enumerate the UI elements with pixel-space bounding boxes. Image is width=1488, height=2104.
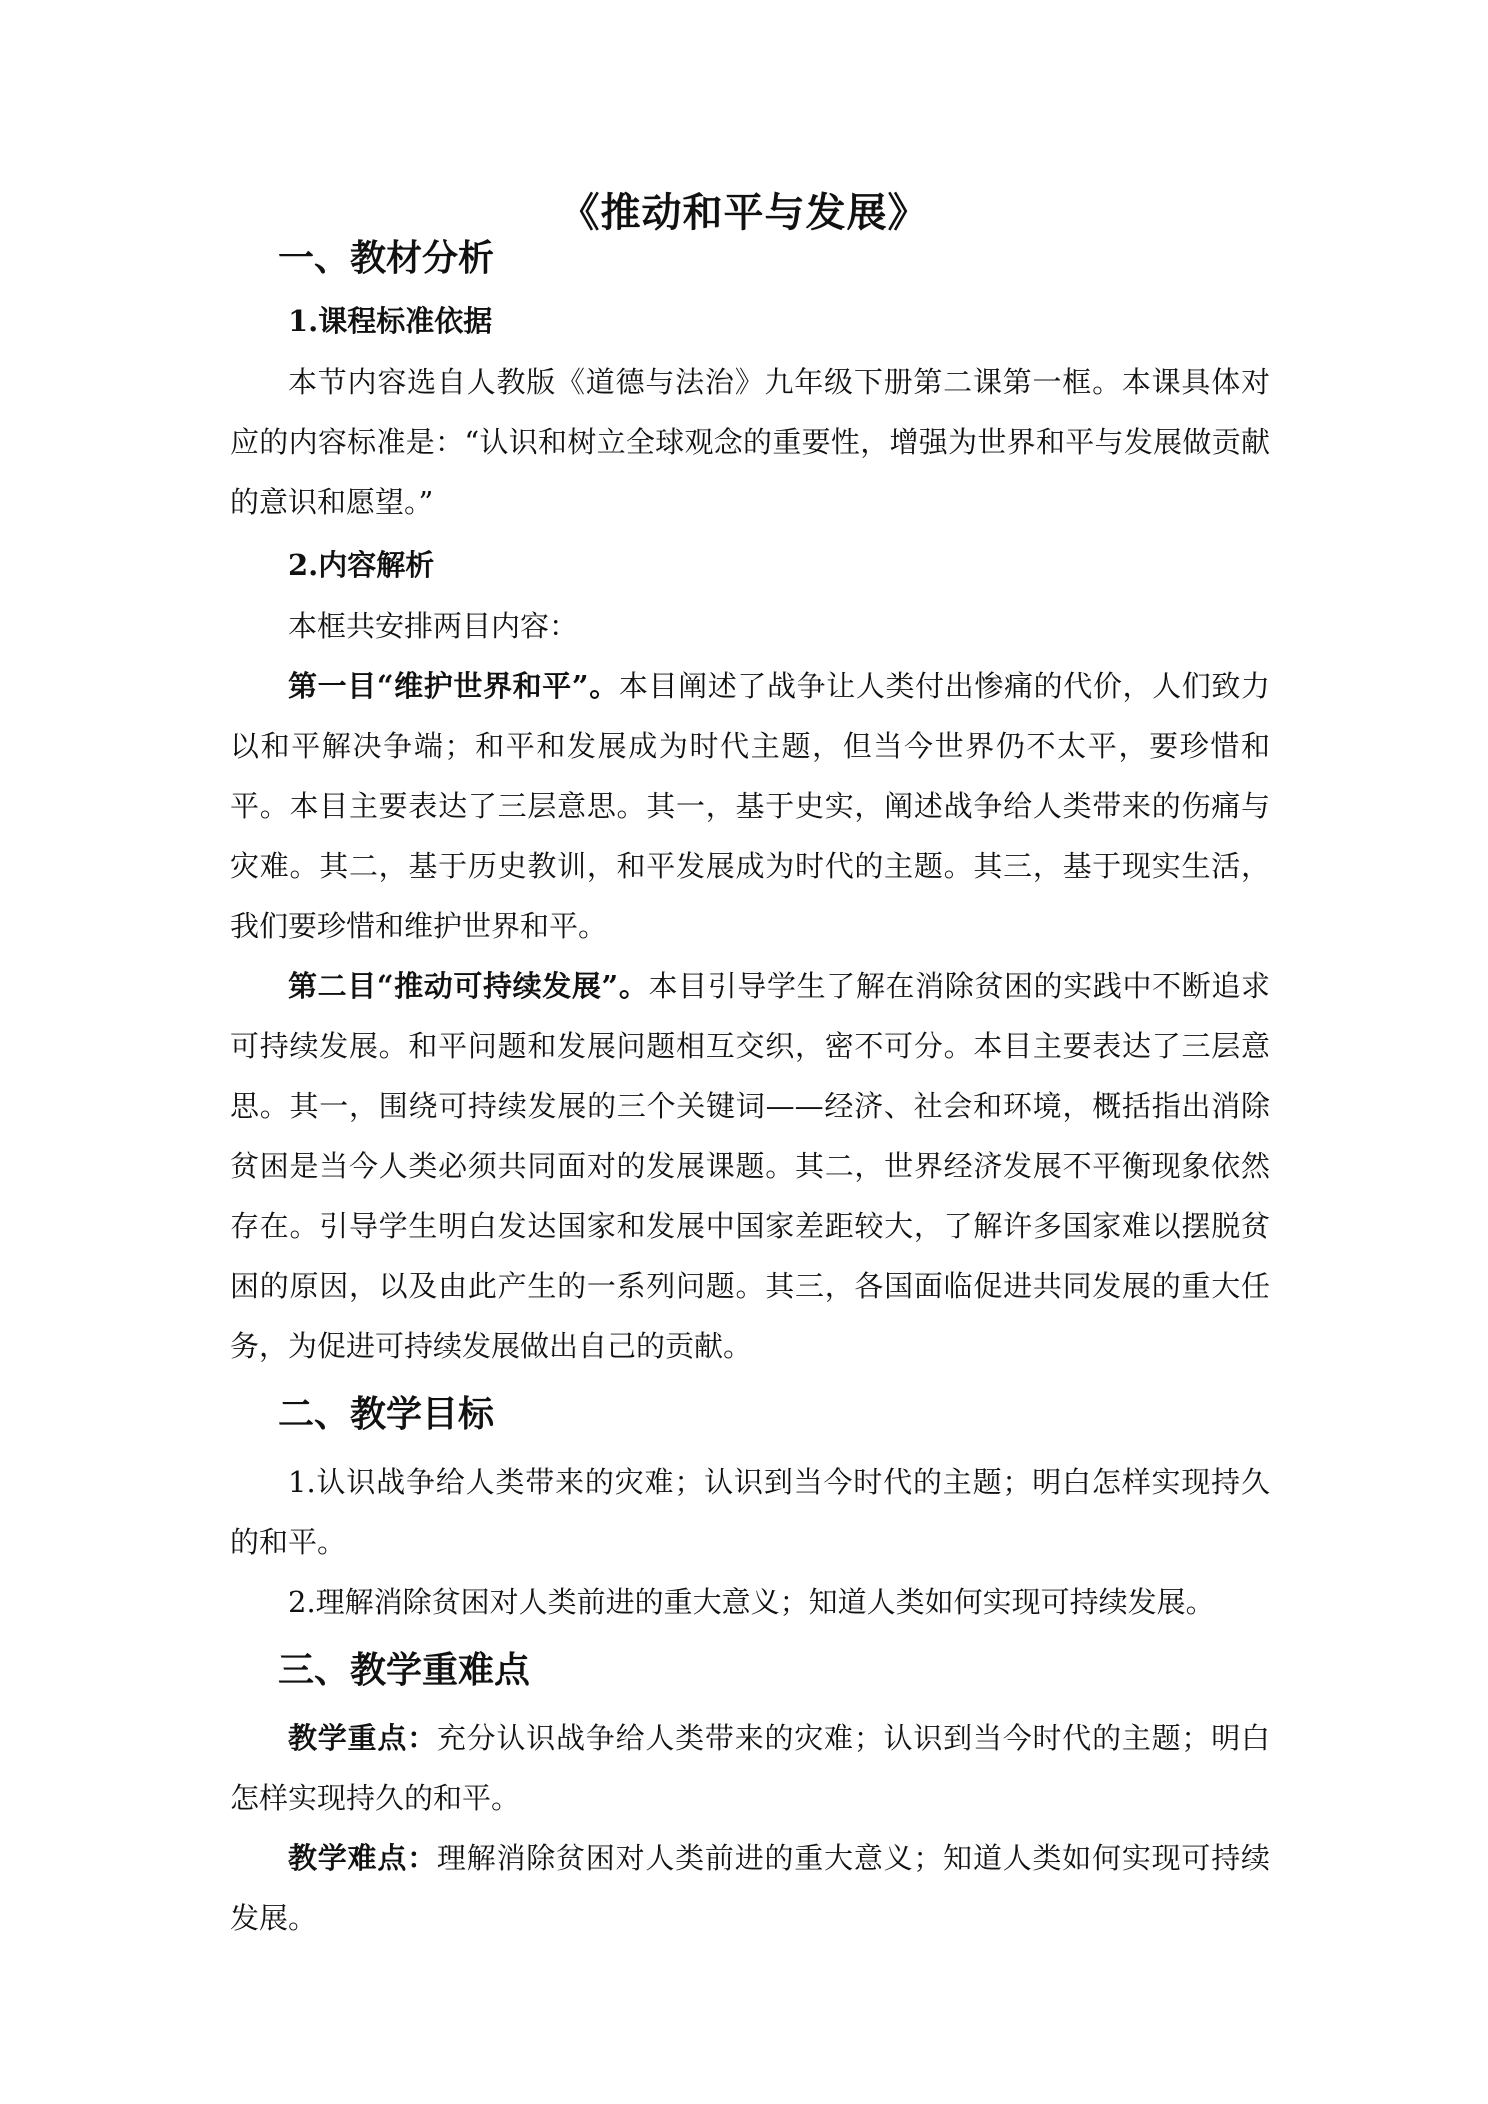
- paragraph-curriculum-standard: 本节内容选自人教版《道德与法治》九年级下册第二课第一框。本课具体对应的内容标准是：“认识和树立全球观念的重要性，增强为世界和平与发展做贡献的意识和愿望。”: [230, 365, 1270, 519]
- item-1-text: 本目阐述了战争让人类付出惨痛的代价，人们致力以和平解决争端；和平和发展成为时代主题，但当今世界仍不太平，要珍惜和平。本目主要表达了三层意思。其一，基于史实，阐述战争给人类带来的伤痛与灾难。其二，基于历史教训，和平发展成为时代的主题。其三，基于现实生活，我们要珍惜和维护世界和平。: [230, 669, 1270, 943]
- paragraph-difficult-point: [230, 1828, 1270, 1948]
- paragraph-goal-1: 1.认识战争给人类带来的灾难；认识到当今时代的主题；明白怎样实现持久的和平。: [230, 1465, 1270, 1559]
- subheading-content-analysis: 2.内容解析: [288, 548, 435, 582]
- section-heading-key-points: 三、教学重难点: [278, 1649, 531, 1691]
- item-2-lead: 第二目“推动可持续发展”。: [288, 969, 649, 1003]
- paragraph-goal-2: 2.理解消除贫困对人类前进的重大意义；知道人类如何实现可持续发展。: [288, 1585, 1215, 1619]
- key-point-text: 充分认识战争给人类带来的灾难；认识到当今时代的主题；明白怎样实现持久的和平。: [230, 1721, 1270, 1815]
- item-2-text: 本目引导学生了解在消除贫困的实践中不断追求可持续发展。和平问题和发展问题相互交织，密不可分。本目主要表达了三层意思。其一，围绕可持续发展的三个关键词——经济、社会和环境，概括指出消除贫困是当今人类必须共同面对的发展课题。其二，世界经济发展不平衡现象依然存在。引导学生明白发达国家和发展中国家差距较大，了解许多国家难以摆脱贫困的原因，以及由此产生的一系列问题。其三，各国面临促进共同发展的重大任务，为促进可持续发展做出自己的贡献。: [230, 969, 1270, 1363]
- paragraph-content-intro: 本框共安排两目内容：: [288, 609, 579, 643]
- subheading-curriculum-standard: 1.课程标准依据: [288, 304, 493, 338]
- section-heading-materials: 一、教材分析: [278, 237, 495, 279]
- paragraph-item-2: [230, 956, 1270, 1376]
- document-title: 《推动和平与发展》: [559, 189, 929, 236]
- key-point-label: 教学重点：: [288, 1721, 437, 1755]
- paragraph-key-point: [230, 1708, 1270, 1828]
- section-heading-goals: 二、教学目标: [278, 1393, 495, 1435]
- difficult-point-text: 理解消除贫困对人类前进的重大意义；知道人类如何实现可持续发展。: [230, 1841, 1270, 1935]
- difficult-point-label: 教学难点：: [288, 1841, 437, 1875]
- paragraph-item-1: [230, 656, 1270, 956]
- item-1-lead: 第一目“维护世界和平”。: [288, 669, 619, 703]
- document-body: [230, 228, 1270, 1948]
